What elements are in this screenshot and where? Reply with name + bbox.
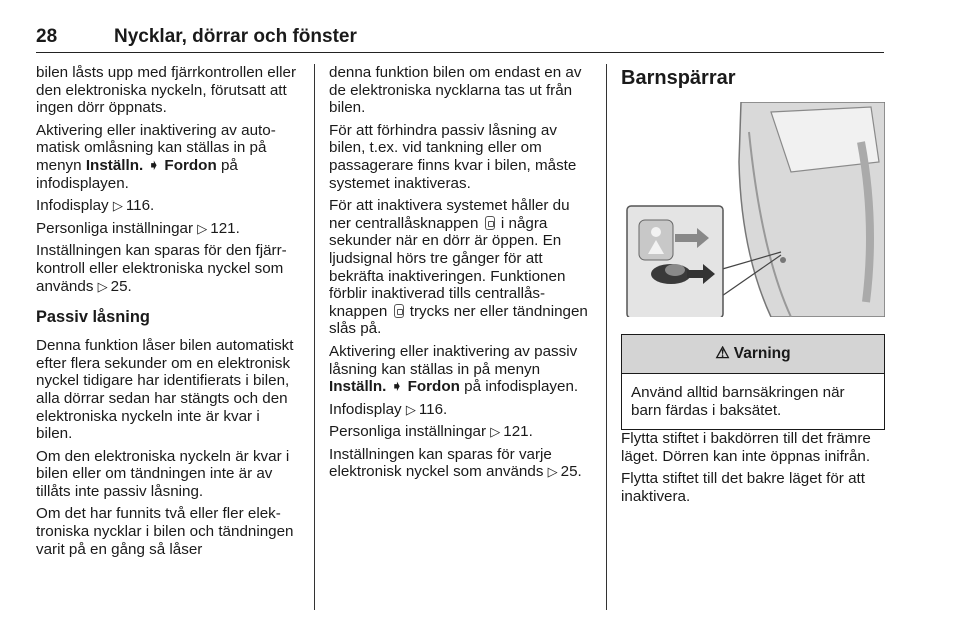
menu-item-vehicle: Fordon — [164, 156, 217, 174]
page-ref-icon: ▷ — [197, 220, 208, 236]
paragraph-text: i några sekunder när en dörr är öppen. En ljudsignal hörs tre gånger för att bekräfta inaktiveringen. Funktionen förblir inaktiverad tills centrallåsknappen — [329, 214, 566, 320]
paragraph: För att förhindra passiv låsning av bilen, t.ex. vid tankning eller om passagerare finns kvar i bilen, måste systemet inaktiveras. — [329, 121, 577, 192]
reference-label: Personliga inställningar — [36, 219, 194, 237]
reference-label: Personliga inställningar — [329, 423, 487, 441]
text-column-1 — [36, 64, 298, 563]
column-divider — [606, 64, 607, 610]
cross-reference — [329, 423, 593, 441]
reference-page: 121. — [503, 423, 533, 441]
column-divider — [314, 64, 315, 610]
warning-title: Varning — [733, 345, 791, 363]
page-header — [36, 22, 884, 53]
reference-label: Infodisplay — [36, 197, 109, 215]
warning-triangle-icon: ⚠ — [715, 345, 730, 363]
menu-item-settings: Inställn. — [329, 378, 387, 396]
page-ref-icon: ▷ — [490, 424, 501, 440]
page-ref-icon: ▷ — [405, 401, 416, 417]
section-heading: Passiv låsning — [36, 308, 150, 327]
cross-reference — [329, 401, 593, 419]
reference-page: 25. — [560, 463, 582, 481]
paragraph-text: Aktivering eller inaktivering av automatisk omlåsning kan ställas in på menyn — [36, 121, 276, 174]
page-ref-icon: ▷ — [547, 464, 558, 480]
page-number: 28 — [36, 26, 58, 47]
paragraph — [36, 242, 298, 295]
paragraph: Om den elektroniska nyckeln är kvar i bilen eller om tändningen inte är av tillåts inte passiv låsning. — [36, 447, 290, 500]
paragraph-text: Aktivering eller inaktivering av passiv låsning kan ställas in på menyn — [329, 342, 578, 378]
page-title: Nycklar, dörrar och fönster — [114, 26, 357, 47]
paragraph: Om det har funnits två eller fler elektroniska nycklar i bilen och tändningen varit på en gång så låser — [36, 505, 294, 558]
cross-reference — [36, 197, 298, 215]
reference-label: Infodisplay — [329, 400, 402, 418]
warning-text: Använd alltid barnsäkringen när barn färdas i baksätet. — [631, 384, 845, 419]
paragraph — [329, 343, 593, 396]
text-column-2 — [329, 64, 593, 486]
paragraph — [329, 197, 593, 338]
paragraph — [329, 446, 593, 481]
reference-page: 116. — [125, 197, 155, 215]
central-lock-button-icon — [394, 304, 404, 318]
paragraph-text: trycks ner eller tändningen slås på. — [329, 302, 588, 338]
menu-item-vehicle: Fordon — [407, 378, 460, 396]
reference-page: 25. — [110, 277, 132, 295]
paragraph: Flytta stiftet i bakdörren till det främre läget. Dörren kan inte öppnas inifrån. — [621, 430, 871, 465]
central-lock-button-icon — [485, 216, 495, 230]
text-column-3 — [621, 64, 887, 511]
paragraph: Denna funktion låser bilen automatiskt efter flera sekunder om en elektronisk nyckel tidigare har identifierats i bilen, alla dörrar sedan har stängts och den elektroniska nyckeln inte är kvar i bilen. — [36, 337, 294, 443]
paragraph-text: Inställningen kan sparas för den fjärrkontroll eller elektroniska nyckel som används — [36, 242, 287, 295]
menu-item-settings: Inställn. — [85, 156, 144, 174]
reference-page: 121. — [210, 219, 240, 237]
section-heading: Barnspärrar — [621, 67, 736, 89]
page-ref-icon: ▷ — [97, 278, 108, 294]
menu-arrow-icon: ➧ — [390, 378, 404, 396]
paragraph: denna funktion bilen om endast en av de elektroniska nycklarna tas ut från bilen. — [329, 64, 582, 117]
menu-arrow-icon: ➧ — [147, 156, 161, 174]
warning-header — [622, 335, 884, 374]
paragraph: bilen låsts upp med fjärrkontrollen eller den elektroniska nyckeln, förutsatt att ingen dörr öppnats. — [36, 64, 297, 117]
paragraph-text: på infodisplayen. — [464, 378, 579, 396]
warning-box — [621, 334, 885, 430]
paragraph-text: För att inaktivera systemet håller du ner centrallåsknappen — [329, 197, 570, 232]
child-lock-illustration — [621, 102, 885, 317]
paragraph-text: på infodisplayen. — [36, 156, 238, 192]
reference-page: 116. — [418, 400, 448, 418]
paragraph — [36, 122, 298, 192]
paragraph: Flytta stiftet till det bakre läget för att inaktivera. — [621, 470, 865, 505]
page-ref-icon: ▷ — [112, 198, 123, 214]
paragraph-text: Inställningen kan sparas för varje elektronisk nyckel som används — [329, 445, 552, 481]
cross-reference — [36, 220, 298, 238]
